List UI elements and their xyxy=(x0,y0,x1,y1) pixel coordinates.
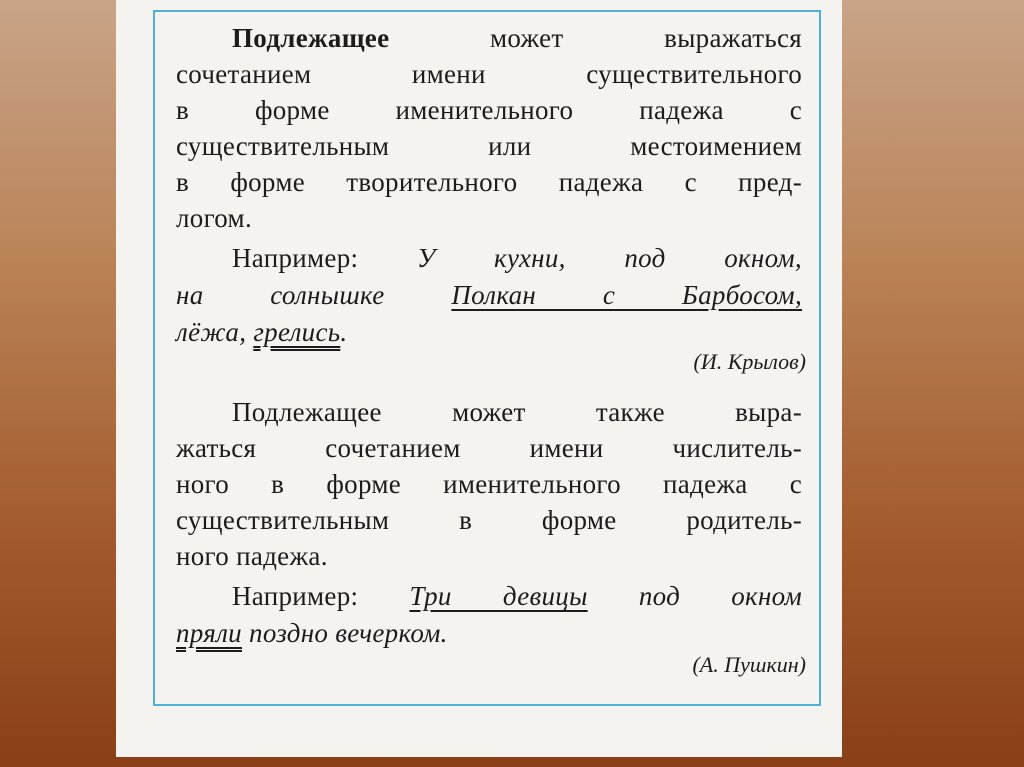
example1-subject: Полкан с Барбосом, xyxy=(451,280,802,310)
example1-line1 xyxy=(232,242,802,274)
rule1-line1-rest: может выражаться xyxy=(490,23,802,53)
example1-line3 xyxy=(176,316,347,348)
example2-text-1: под окном xyxy=(638,581,802,611)
example1-line2 xyxy=(176,279,802,311)
example1-predicate: грелись xyxy=(253,317,341,347)
example1-text-3: лёжа, xyxy=(176,317,247,347)
rule2-line3: ного в форме именительного падежа с xyxy=(176,469,802,499)
rule1-line5: в форме творительного падежа с пред- xyxy=(176,167,802,197)
example2-line1 xyxy=(232,580,802,612)
example2-text-2: поздно вечерком. xyxy=(249,618,448,648)
rule2-line5: ного падежа. xyxy=(176,541,328,571)
example2-line2 xyxy=(176,617,448,649)
example1-period: . xyxy=(340,317,348,347)
example2-predicate: пряли xyxy=(176,618,242,648)
example2-subject: Три девицы xyxy=(409,581,588,611)
example1-text-2: на солнышке xyxy=(176,280,385,310)
example2-source: (А. Пушкин) xyxy=(692,652,806,677)
rule2-line4: существительным в форме родитель- xyxy=(176,505,802,535)
rule2-line1: Подлежащее может также выра- xyxy=(232,397,802,427)
rule1-line1 xyxy=(232,22,802,54)
rule2-line2: жаться сочетанием имени числитель- xyxy=(176,433,802,463)
rule1-line3: в форме именительного падежа с xyxy=(176,95,802,125)
example1-label: Например: xyxy=(232,243,359,273)
rule1-term: Подлежащее xyxy=(232,23,390,53)
example2-label: Например: xyxy=(232,581,359,611)
rule1-line6: логом. xyxy=(176,203,252,233)
example1-text-1: У кухни, под окном, xyxy=(416,243,802,273)
rule1-line4: существительным или местоимением xyxy=(176,131,802,161)
rule1-line2: сочетанием имени существительного xyxy=(176,59,802,89)
example1-source: (И. Крылов) xyxy=(693,349,806,374)
